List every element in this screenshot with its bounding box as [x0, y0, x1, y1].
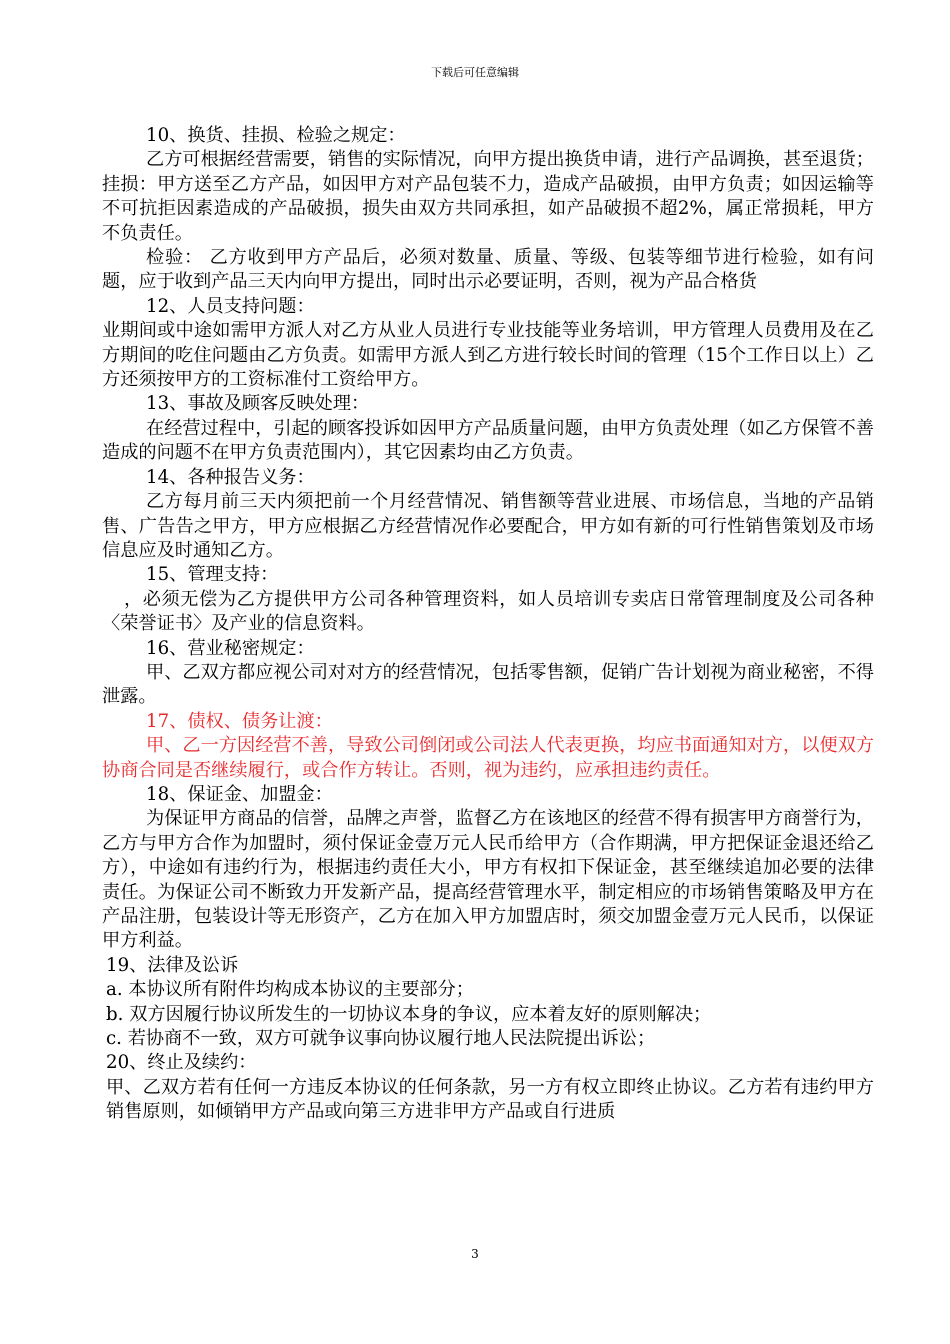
section-14-paragraph: 乙方每月前三天内须把前一个月经营情况、销售额等营业进展、市场信息，当地的产品销售、广告告之甲方，甲方应根据乙方经营情况作必要配合，甲方如有新的可行性销售策划及市场信息应及时通知乙方。 [102, 491, 874, 561]
page-header: 下载后可任意编辑 [431, 66, 519, 79]
section-13-paragraph: 在经营过程中，引起的顾客投诉如因甲方产品质量问题，由甲方负责处理（如乙方保管不善造成的问题不在甲方负责范围内），其它因素均由乙方负责。 [102, 417, 874, 464]
document-body [102, 124, 874, 1125]
section-19-item-a: a. 本协议所有附件均构成本协议的主要部分； [106, 979, 474, 1001]
section-15-paragraph: ，必须无偿为乙方提供甲方公司各种管理资料，如人员培训专卖店日常管理制度及公司各种〈荣誉证书〉及产业的信息资料。 [102, 588, 874, 635]
section-10-heading: 10、换货、挂损、检验之规定： [146, 125, 406, 146]
section-16-heading: 16、营业秘密规定： [146, 637, 315, 659]
section-12-paragraph: 业期间或中途如需甲方派人对乙方从业人员进行专业技能等业务培训，甲方管理人员费用及在乙方期间的吃住问题由乙方负责。如需甲方派人到乙方进行较长时间的管理（15个工作日以上）乙方还须按甲方的工资标准付工资给甲方。 [102, 320, 874, 391]
section-18-heading: 18、保证金、加盟金： [146, 783, 333, 805]
section-12-heading: 12、人员支持问题： [146, 295, 315, 317]
page-number: 3 [471, 1247, 479, 1261]
section-15-heading: 15、管理支持： [146, 564, 279, 586]
section-19-item-c: c. 若协商不一致，双方可就争议事向协议履行地人民法院提出诉讼； [106, 1028, 656, 1050]
section-20-paragraph: 甲、乙双方若有任何一方违反本协议的任何条款，另一方有权立即终止协议。乙方若有违约甲方销售原则，如倾销甲方产品或向第三方进非甲方产品或自行进质 [106, 1076, 874, 1123]
section-13-heading: 13、事故及顾客反映处理： [146, 393, 370, 415]
section-20-heading: 20、终止及续约： [106, 1052, 257, 1074]
section-19-heading: 19、法律及讼诉 [106, 954, 239, 976]
section-19-item-b: b. 双方因履行协议所发生的一切协议本身的争议，应本着友好的原则解决； [106, 1003, 712, 1025]
section-16-paragraph: 甲、乙双方都应视公司对对方的经营情况，包括零售额，促销广告计划视为商业秘密，不得泄露。 [102, 661, 874, 708]
section-10-paragraph-1: 乙方可根据经营需要，销售的实际情况，向甲方提出换货申请，进行产品调换，甚至退货；挂损：甲方送至乙方产品，如因甲方对产品包装不力，造成产品破损，由甲方负责；如因运输等不可抗拒因素造成的产品破损，损失由双方共同承担，如产品破损不超2%，属正常损耗，甲方不负责任。 [102, 149, 874, 244]
section-17-heading: 17、债权、债务让渡： [146, 710, 333, 732]
section-18-paragraph: 为保证甲方商品的信誉，品牌之声誉，监督乙方在该地区的经营不得有损害甲方商誉行为，乙方与甲方合作为加盟时，须付保证金壹万元人民币给甲方（合作期满，甲方把保证金退还给乙方），中途如有违约行为，根据违约责任大小，甲方有权扣下保证金，甚至继续追加必要的法律责任。为保证公司不断致力开发新产品，提高经营管理水平，制定相应的市场销售策略及甲方在产品注册，包装设计等无形资产，乙方在加入甲方加盟店时，须交加盟金壹万元人民币，以保证甲方利益。 [102, 808, 874, 952]
section-17-paragraph: 甲、乙一方因经营不善，导致公司倒闭或公司法人代表更换，均应书面通知对方，以便双方协商合同是否继续履行，或合作方转让。否则，视为违约，应承担违约责任。 [102, 735, 874, 781]
section-10-paragraph-2: 检验： 乙方收到甲方产品后，必须对数量、质量、等级、包装等细节进行检验，如有问题，应于收到产品三天内向甲方提出，同时出示必要证明，否则，视为产品合格货 [102, 247, 874, 293]
section-14-heading: 14、各种报告义务： [146, 466, 315, 488]
